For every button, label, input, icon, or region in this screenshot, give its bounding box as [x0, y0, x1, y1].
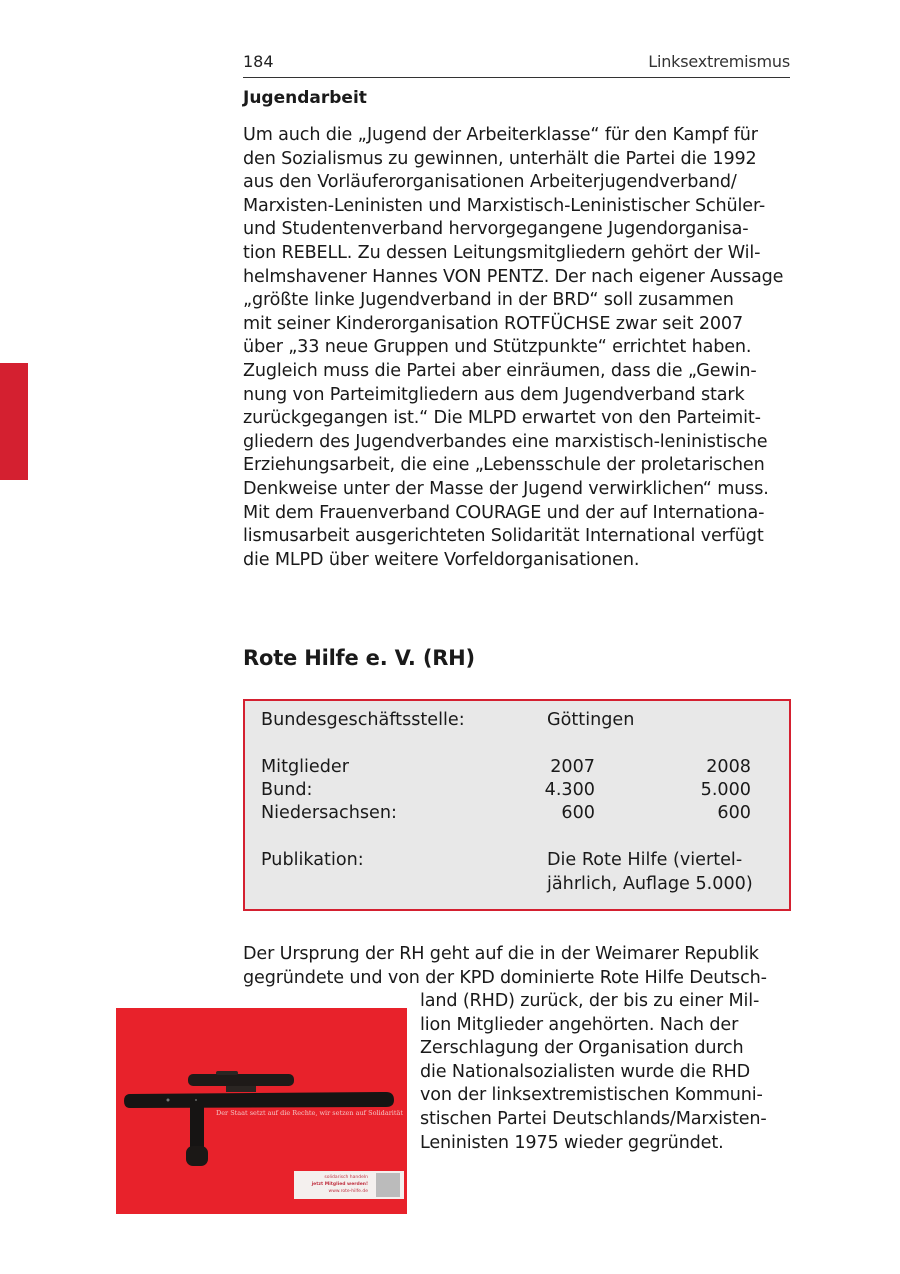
- office-value: Göttingen: [547, 710, 635, 730]
- year-2007-header: 2007: [550, 757, 595, 777]
- text-line: Mit dem Frauenverband COURAGE und der auf Internationa-: [243, 502, 765, 523]
- text-line: lion Mitglieder angehörten. Nach der: [420, 1014, 739, 1035]
- niedersachsen-2008-value: 600: [717, 803, 751, 823]
- text-line: tion REBELL. Zu dessen Leitungsmitgliedern gehört der Wil-: [243, 242, 761, 263]
- niedersachsen-2007-value: 600: [561, 803, 595, 823]
- page-number: 184: [243, 52, 274, 71]
- sticker-line: www.rote-hilfe.de: [328, 1189, 368, 1194]
- paragraph-rote-hilfe-continued: [420, 990, 800, 1155]
- running-title: Linksextremismus: [648, 52, 790, 71]
- row-label-niedersachsen: Niedersachsen:: [261, 803, 397, 823]
- paragraph-rote-hilfe-intro: [243, 943, 795, 990]
- text-line: den Sozialismus zu gewinnen, unterhält die Partei die 1992: [243, 148, 757, 169]
- publication-label: Publikation:: [261, 850, 364, 870]
- text-line: Leninisten 1975 wieder gegründet.: [420, 1132, 724, 1153]
- text-line: aus den Vorläuferorganisationen Arbeiterjugendverband/: [243, 172, 737, 193]
- row-label-bund: Bund:: [261, 780, 313, 800]
- bund-2008-value: 5.000: [700, 780, 751, 800]
- text-line: Um auch die „Jugend der Arbeiterklasse“ für den Kampf für: [243, 125, 758, 145]
- sticker-line: solidarisch handeln: [324, 1175, 368, 1180]
- text-line: von der linksextremistischen Kommuni-: [420, 1085, 763, 1106]
- text-line: Zerschlagung der Organisation durch: [420, 1038, 744, 1059]
- text-line: nung von Parteimitgliedern aus dem Jugendverband stark: [243, 384, 745, 405]
- text-line: Der Ursprung der RH geht auf die in der Weimarer Republik: [243, 944, 759, 964]
- text-line: Zugleich muss die Partei aber einräumen, dass die „Gewin-: [243, 360, 757, 381]
- text-line: die MLPD über weitere Vorfeldorganisationen.: [243, 549, 640, 570]
- text-line: gliedern des Jugendverbandes eine marxistisch-leninistische: [243, 431, 768, 452]
- text-line: mit seiner Kinderorganisation ROTFÜCHSE zwar seit 2007: [243, 313, 744, 334]
- text-line: und Studentenverband hervorgegangene Jugendorganisa-: [243, 219, 749, 240]
- text-line: zurückgegangen ist.“ Die MLPD erwartet von den Parteimit-: [243, 408, 761, 429]
- text-line: helmshavener Hannes VON PENTZ. Der nach eigener Aussage: [243, 266, 784, 287]
- sticker-photo-icon: [376, 1173, 400, 1197]
- section-heading-jugendarbeit: Jugendarbeit: [243, 88, 367, 108]
- publication-value-line: Die Rote Hilfe (viertel-: [547, 850, 743, 870]
- year-2008-header: 2008: [706, 757, 751, 777]
- bund-2007-value: 4.300: [544, 780, 595, 800]
- sticker-line: jetzt Mitglied werden!: [311, 1182, 368, 1187]
- text-line: land (RHD) zurück, der bis zu einer Mil-: [420, 991, 760, 1011]
- rote-hilfe-poster-image: [116, 1008, 407, 1214]
- publication-value-line: jährlich, Auflage 5.000): [547, 874, 753, 894]
- poster-sticker-text: [298, 1174, 368, 1195]
- poster-sticker: [294, 1171, 404, 1199]
- organization-infobox: [243, 699, 791, 911]
- text-line: gegründete und von der KPD dominierte Rote Hilfe Deutsch-: [243, 967, 767, 988]
- members-label: Mitglieder: [261, 757, 349, 777]
- section-heading-rote-hilfe: Rote Hilfe e. V. (RH): [243, 646, 475, 670]
- text-line: stischen Partei Deutschlands/Marxisten-: [420, 1108, 767, 1129]
- header-rule: [243, 77, 790, 78]
- poster-caption: Der Staat setzt auf die Rechte, wir setzen auf Solidarität: [216, 1109, 403, 1117]
- text-line: „größte linke Jugendverband in der BRD“ soll zusammen: [243, 290, 734, 311]
- text-line: Erziehungsarbeit, die eine „Lebensschule der proletarischen: [243, 455, 765, 476]
- text-line: über „33 neue Gruppen und Stützpunkte“ errichtet haben.: [243, 337, 752, 358]
- office-label: Bundesgeschäftsstelle:: [261, 710, 465, 730]
- paragraph-jugendarbeit: [243, 124, 795, 572]
- text-line: Denkweise unter der Masse der Jugend verwirklichen“ muss.: [243, 478, 769, 499]
- text-line: Marxisten-Leninisten und Marxistisch-Leninistischer Schüler-: [243, 195, 766, 216]
- chapter-margin-tab: [0, 363, 28, 480]
- text-line: die Nationalsozialisten wurde die RHD: [420, 1061, 751, 1082]
- text-line: lismusarbeit ausgerichteten Solidarität International verfügt: [243, 526, 764, 547]
